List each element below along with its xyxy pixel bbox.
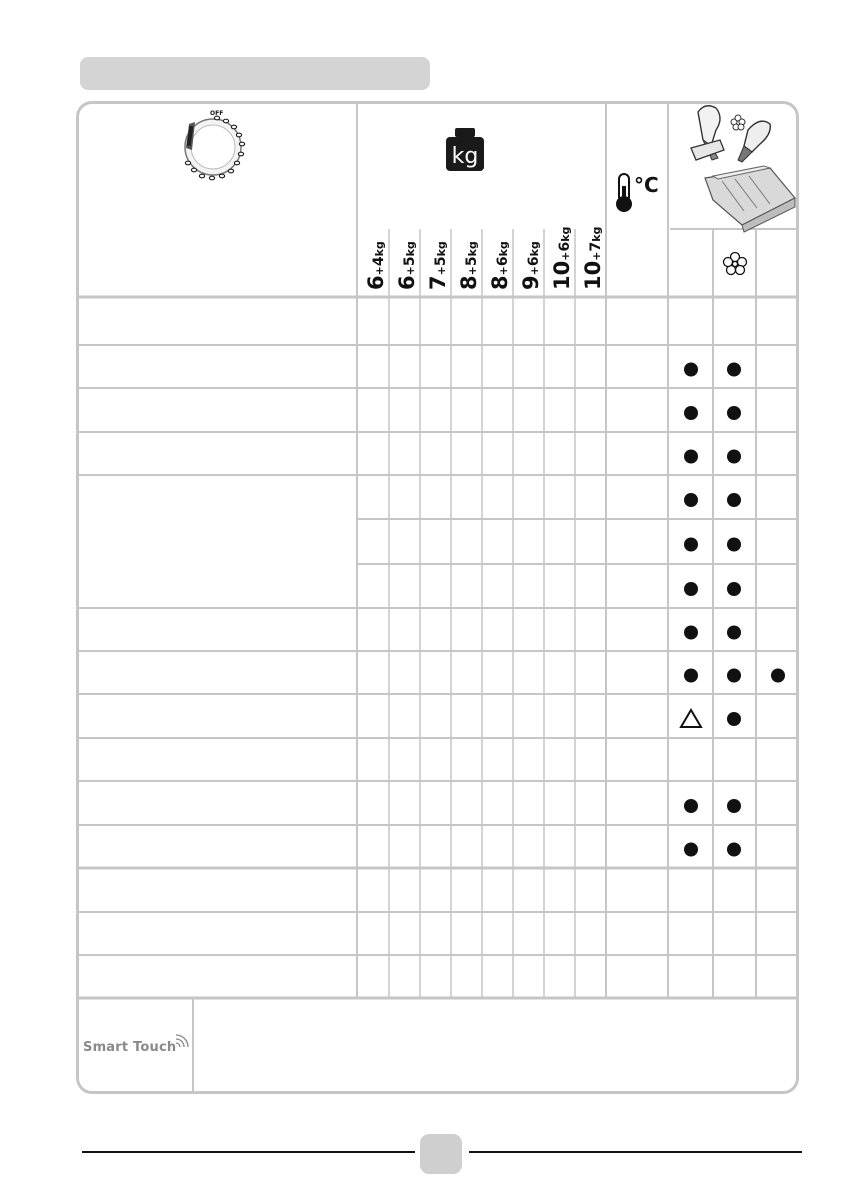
mark-triangle-r10-c1 <box>681 710 701 727</box>
mark-dot-r9-c3 <box>771 669 785 683</box>
mark-dot-r8-c1 <box>684 626 698 640</box>
mark-dot-r4-c1 <box>684 450 698 464</box>
dial-off-label: OFF <box>210 110 224 117</box>
footer-rule-left <box>82 1151 415 1153</box>
smart-touch-label: Smart Touch <box>83 1040 177 1055</box>
load-label-1: 6+4kg <box>364 241 388 290</box>
marks-layer <box>681 363 785 857</box>
mark-dot-r5-c1 <box>684 493 698 507</box>
load-label-5: 8+6kg <box>488 241 512 290</box>
mark-dot-r6-c2 <box>727 538 741 552</box>
mark-dot-r2-c2 <box>727 363 741 377</box>
mark-dot-r12-c1 <box>684 799 698 813</box>
load-label-3: 7+5kg <box>426 241 450 290</box>
page-number-badge <box>420 1134 462 1174</box>
temperature-label: °C <box>634 173 659 197</box>
weight-kg-icon <box>446 128 484 171</box>
weight-icon-text: kg <box>451 144 479 169</box>
mark-dot-r10-c2 <box>727 712 741 726</box>
programme-dial-icon <box>185 110 245 180</box>
flower-softener-icon <box>724 253 747 275</box>
mark-dot-r13-c2 <box>727 843 741 857</box>
mark-dot-r13-c1 <box>684 843 698 857</box>
load-label-2: 6+5kg <box>395 241 419 290</box>
detergent-drawer-icon <box>691 106 795 232</box>
load-label-8: 10+7kg <box>581 226 605 290</box>
mark-dot-r7-c1 <box>684 582 698 596</box>
load-label-6: 9+6kg <box>519 241 543 290</box>
mark-dot-r2-c1 <box>684 363 698 377</box>
mark-dot-r3-c2 <box>727 406 741 420</box>
mark-dot-r5-c2 <box>727 493 741 507</box>
mark-dot-r9-c1 <box>684 669 698 683</box>
mark-dot-r8-c2 <box>727 626 741 640</box>
mark-dot-r4-c2 <box>727 450 741 464</box>
mark-dot-r7-c2 <box>727 582 741 596</box>
load-label-4: 8+5kg <box>457 241 481 290</box>
footer-rule-right <box>469 1151 802 1153</box>
load-label-7: 10+6kg <box>550 226 574 290</box>
nfc-waves-icon <box>176 1035 188 1047</box>
mark-dot-r9-c2 <box>727 669 741 683</box>
mark-dot-r12-c2 <box>727 799 741 813</box>
mark-dot-r3-c1 <box>684 406 698 420</box>
thermometer-icon <box>616 173 659 212</box>
mark-dot-r6-c1 <box>684 538 698 552</box>
